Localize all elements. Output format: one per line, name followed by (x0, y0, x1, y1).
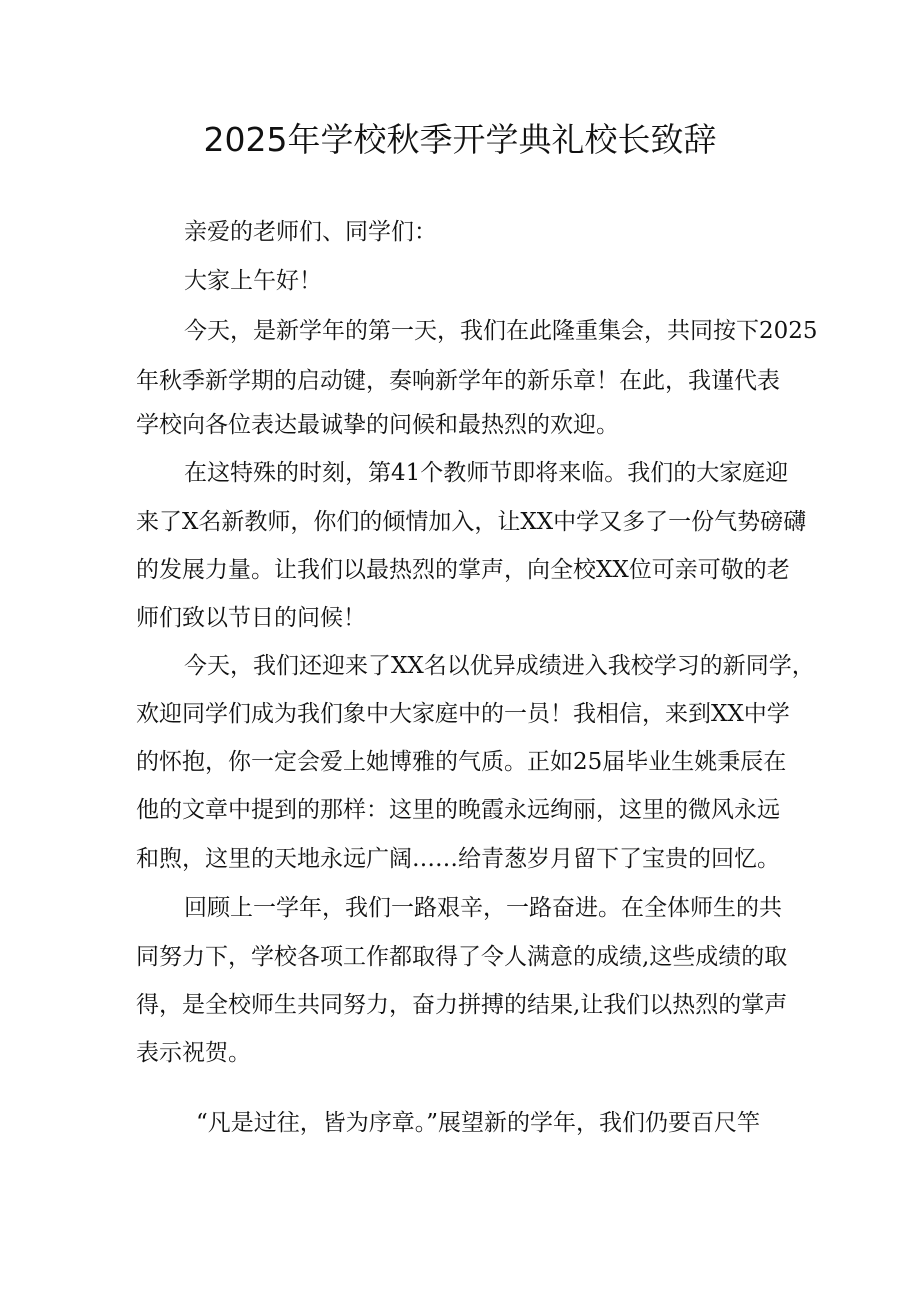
document-title: 2025年学校秋季开学典礼校长致辞 (203, 120, 717, 159)
paragraph-3-line-4: 他的文章中提到的那样：这里的晚霞永远绚丽，这里的微风永远 (136, 797, 780, 823)
paragraph-1-line-3: 学校向各位表达最诚挚的问候和最热烈的欢迎。 (136, 412, 619, 438)
paragraph-3-line-3: 的怀抱，你一定会爱上她博雅的气质。正如25届毕业生姚秉辰在 (136, 749, 787, 775)
paragraph-5-line-1: “凡是过往，皆为序章。”展望新的学年，我们仍要百尺竿 (196, 1110, 761, 1136)
paragraph-3-line-1: 今天，我们还迎来了XX名以优异成绩进入我校学习的新同学， (184, 653, 815, 679)
paragraph-3-line-5: 和煦，这里的天地永远广阔……给青葱岁月留下了宝贵的回忆。 (136, 846, 780, 872)
paragraph-2-line-1: 在这特殊的时刻，第41个教师节即将来临。我们的大家庭迎 (184, 460, 789, 486)
paragraph-2-line-2: 来了X名新教师，你们的倾情加入，让XX中学又多了一份气势磅礴 (136, 509, 807, 535)
paragraph-4-line-4: 表示祝贺。 (136, 1040, 251, 1066)
paragraph-4-line-3: 得，是全校师生共同努力，奋力拼搏的结果,让我们以热烈的掌声 (136, 992, 788, 1018)
paragraph-3-line-2: 欢迎同学们成为我们象中大家庭中的一员！我相信，来到XX中学 (136, 701, 790, 727)
paragraph-4-line-1: 回顾上一学年，我们一路艰辛，一路奋进。在全体师生的共 (184, 895, 782, 921)
paragraph-1-line-2: 年秋季新学期的启动键，奏响新学年的新乐章！在此，我谨代表 (136, 368, 780, 394)
greeting: 亲爱的老师们、同学们： (184, 219, 437, 245)
paragraph-2-line-4: 师们致以节日的问候！ (136, 605, 366, 631)
paragraph-2-line-3: 的发展力量。让我们以最热烈的掌声，向全校XX位可亲可敬的老 (136, 557, 790, 583)
hello-line: 大家上午好！ (184, 268, 322, 294)
paragraph-4-line-2: 同努力下，学校各项工作都取得了令人满意的成绩,这些成绩的取 (136, 944, 788, 970)
paragraph-1-line-1: 今天，是新学年的第一天，我们在此隆重集会，共同按下2025 (184, 318, 818, 344)
